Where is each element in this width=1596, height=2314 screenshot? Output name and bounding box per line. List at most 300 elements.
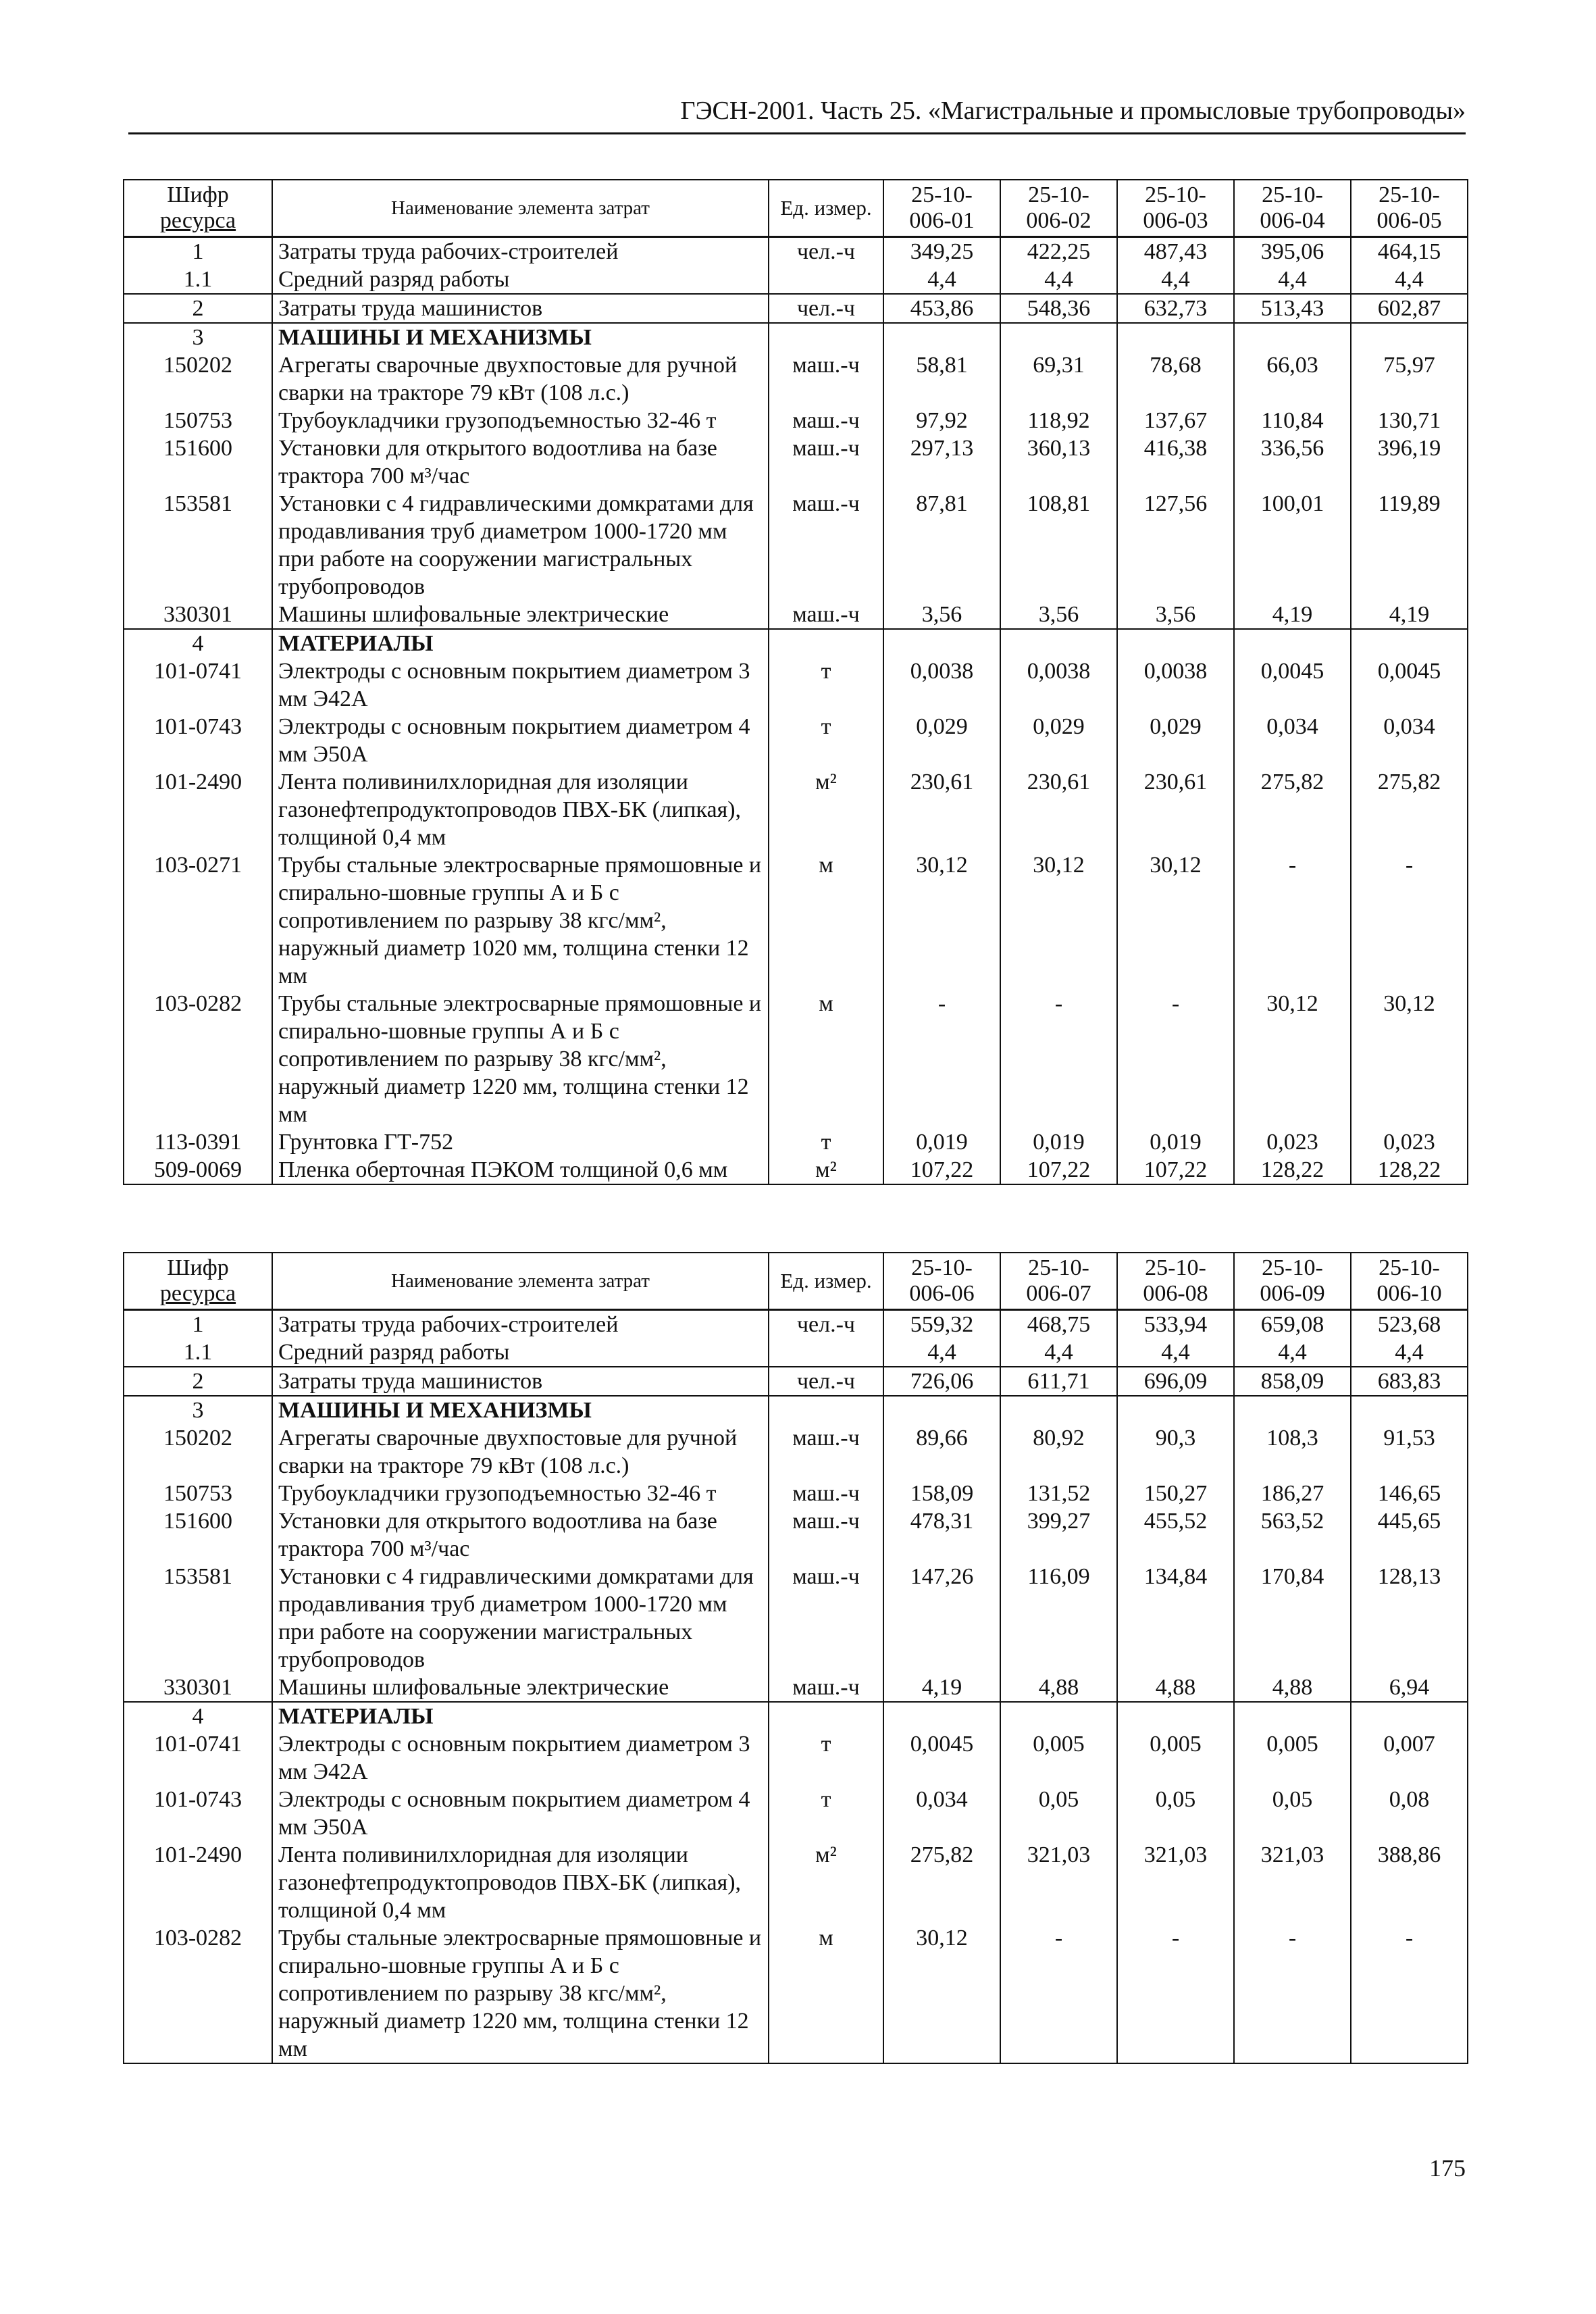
norm-code-line1: 25-10-: [1262, 1255, 1323, 1280]
value-cell: 108,3: [1234, 1424, 1351, 1480]
value-cell: 632,73: [1117, 294, 1234, 323]
value-cell: 4,4: [1000, 1338, 1117, 1367]
value-cell: 107,22: [1117, 1156, 1234, 1184]
value-cell: 464,15: [1351, 237, 1468, 266]
value-cell: 275,82: [883, 1841, 1000, 1924]
resource-code: 150202: [124, 1424, 272, 1480]
norm-code-header: [1351, 180, 1468, 237]
header-row: [124, 180, 1468, 237]
value-cell: 559,32: [883, 1310, 1000, 1339]
value-cell: 4,4: [1234, 266, 1351, 294]
value-cell: 297,13: [883, 434, 1000, 490]
norm-code-header: [1000, 1253, 1117, 1310]
norm-code-line2: 006-10: [1376, 1281, 1442, 1306]
value-cell: 131,52: [1000, 1480, 1117, 1507]
value-cell: 548,36: [1000, 294, 1117, 323]
unit-cell: м²: [769, 768, 883, 851]
value-cell: 0,05: [1000, 1786, 1117, 1841]
value-cell: 563,52: [1234, 1507, 1351, 1563]
value-cell: 30,12: [1117, 851, 1234, 990]
norm-code-line2: 006-09: [1260, 1281, 1325, 1306]
value-cell: 100,01: [1234, 490, 1351, 601]
value-cell: 75,97: [1351, 351, 1468, 407]
value-cell: 349,25: [883, 237, 1000, 266]
unit-cell: маш.-ч: [769, 490, 883, 601]
value-cell: 321,03: [1234, 1841, 1351, 1924]
unit-cell: т: [769, 713, 883, 768]
value-cell: [1234, 323, 1351, 351]
value-cell: 110,84: [1234, 407, 1351, 434]
value-cell: 30,12: [1000, 851, 1117, 990]
resource-table-1: [123, 179, 1468, 1185]
value-cell: 726,06: [883, 1367, 1000, 1396]
value-cell: 0,005: [1117, 1730, 1234, 1786]
resource-code: 509-0069: [124, 1156, 272, 1184]
value-cell: 275,82: [1351, 768, 1468, 851]
value-cell: 4,4: [1117, 1338, 1234, 1367]
value-cell: 4,4: [1000, 266, 1117, 294]
value-cell: 128,22: [1234, 1156, 1351, 1184]
norm-code-line1: 25-10-: [1379, 1255, 1440, 1280]
norm-code-line2: 006-06: [909, 1281, 975, 1306]
unit-column-header: Ед. измер.: [769, 180, 883, 237]
value-cell: 146,65: [1351, 1480, 1468, 1507]
value-cell: 230,61: [883, 768, 1000, 851]
value-cell: 108,81: [1000, 490, 1117, 601]
value-cell: 0,019: [1117, 1128, 1234, 1156]
value-cell: [883, 1702, 1000, 1730]
table-row: [124, 1924, 1468, 2063]
unit-cell: [769, 323, 883, 351]
norm-code-line1: 25-10-: [1262, 182, 1323, 207]
value-cell: -: [1234, 1924, 1351, 2063]
resource-name: Установки для открытого водоотлива на базе трактора 700 м³/час: [272, 1507, 769, 1563]
table-row: [124, 851, 1468, 990]
value-cell: 0,029: [1117, 713, 1234, 768]
resource-name: Электроды с основным покрытием диаметром 4 мм Э50А: [272, 1786, 769, 1841]
resource-name: Затраты труда рабочих-строителей: [272, 1310, 769, 1339]
value-cell: [1000, 1396, 1117, 1424]
page-header: ГЭСН-2001. Часть 25. «Магистральные и промысловые трубопроводы»: [128, 96, 1466, 134]
resource-name: Лента поливинилхлоридная для изоляции газонефтепродуктопроводов ПВХ-БК (липкая), толщиной 0,4 мм: [272, 1841, 769, 1924]
table-row: [124, 601, 1468, 629]
value-cell: 396,19: [1351, 434, 1468, 490]
resource-code: 1: [124, 1310, 272, 1339]
norm-code-line2: 006-04: [1260, 208, 1325, 233]
value-cell: -: [1000, 1924, 1117, 2063]
table-row: [124, 1507, 1468, 1563]
value-cell: 683,83: [1351, 1367, 1468, 1396]
norm-code-line2: 006-08: [1143, 1281, 1208, 1306]
unit-cell: маш.-ч: [769, 1563, 883, 1674]
value-cell: -: [1000, 990, 1117, 1128]
table-row: [124, 768, 1468, 851]
value-cell: 523,68: [1351, 1310, 1468, 1339]
resource-name: Агрегаты сварочные двухпостовые для ручной сварки на тракторе 79 кВт (108 л.с.): [272, 1424, 769, 1480]
value-cell: 4,4: [1234, 1338, 1351, 1367]
resource-code: 3: [124, 323, 272, 351]
value-cell: 147,26: [883, 1563, 1000, 1674]
value-cell: 130,71: [1351, 407, 1468, 434]
resource-name: Трубы стальные электросварные прямошовные и спирально-шовные группы А и Б с сопротивлением по разрыву 38 кгс/мм², наружный диаметр 1020 мм, толщина стенки 12 мм: [272, 851, 769, 990]
value-cell: -: [1117, 990, 1234, 1128]
value-cell: 170,84: [1234, 1563, 1351, 1674]
value-cell: 30,12: [883, 1924, 1000, 2063]
value-cell: [883, 323, 1000, 351]
table-row: [124, 351, 1468, 407]
norm-code-header: [1234, 180, 1351, 237]
resource-code: 153581: [124, 490, 272, 601]
code-column-header: [124, 1253, 272, 1310]
unit-cell: чел.-ч: [769, 294, 883, 323]
value-cell: 69,31: [1000, 351, 1117, 407]
unit-cell: маш.-ч: [769, 1507, 883, 1563]
norm-code-line1: 25-10-: [1145, 1255, 1206, 1280]
value-cell: 321,03: [1117, 1841, 1234, 1924]
value-cell: 696,09: [1117, 1367, 1234, 1396]
unit-cell: т: [769, 1128, 883, 1156]
value-cell: 0,019: [883, 1128, 1000, 1156]
table-row: [124, 434, 1468, 490]
value-cell: 336,56: [1234, 434, 1351, 490]
value-cell: [1234, 629, 1351, 657]
value-cell: 455,52: [1117, 1507, 1234, 1563]
norm-code-header: [1000, 180, 1117, 237]
page-number: 175: [1429, 2155, 1466, 2182]
value-cell: 513,43: [1234, 294, 1351, 323]
resource-code: 1.1: [124, 1338, 272, 1367]
table-row: [124, 237, 1468, 266]
value-cell: -: [883, 990, 1000, 1128]
table-row: [124, 990, 1468, 1128]
resource-name: Установки с 4 гидравлическими домкратами для продавливания труб диаметром 1000-1720 мм при работе на сооружении магистральных трубопроводов: [272, 490, 769, 601]
table-row: [124, 407, 1468, 434]
unit-cell: [769, 1702, 883, 1730]
value-cell: 533,94: [1117, 1310, 1234, 1339]
unit-cell: маш.-ч: [769, 351, 883, 407]
resource-name: Затраты труда машинистов: [272, 294, 769, 323]
unit-cell: маш.-ч: [769, 1424, 883, 1480]
resource-name: Затраты труда машинистов: [272, 1367, 769, 1396]
resource-name: МАТЕРИАЛЫ: [272, 1702, 769, 1730]
code-header-line2: ресурса: [159, 1281, 236, 1306]
norm-code-line1: 25-10-: [911, 1255, 973, 1280]
value-cell: 858,09: [1234, 1367, 1351, 1396]
value-cell: 602,87: [1351, 294, 1468, 323]
value-cell: [1000, 629, 1117, 657]
value-cell: [1234, 1396, 1351, 1424]
value-cell: 6,94: [1351, 1674, 1468, 1702]
value-cell: 230,61: [1000, 768, 1117, 851]
value-cell: 4,88: [1117, 1674, 1234, 1702]
resource-code: 101-0741: [124, 657, 272, 713]
unit-cell: м²: [769, 1841, 883, 1924]
value-cell: 134,84: [1117, 1563, 1234, 1674]
value-cell: 321,03: [1000, 1841, 1117, 1924]
value-cell: 0,0045: [1351, 657, 1468, 713]
resource-name: Грунтовка ГТ-752: [272, 1128, 769, 1156]
resource-name: Машины шлифовальные электрические: [272, 601, 769, 629]
code-column-header: [124, 180, 272, 237]
section-row: [124, 323, 1468, 351]
resource-name: Электроды с основным покрытием диаметром 3 мм Э42А: [272, 1730, 769, 1786]
resource-code: 101-2490: [124, 768, 272, 851]
value-cell: 4,19: [1351, 601, 1468, 629]
unit-cell: маш.-ч: [769, 1674, 883, 1702]
resource-name: Установки для открытого водоотлива на базе трактора 700 м³/час: [272, 434, 769, 490]
value-cell: 0,005: [1000, 1730, 1117, 1786]
value-cell: 0,08: [1351, 1786, 1468, 1841]
norm-code-line2: 006-07: [1026, 1281, 1091, 1306]
value-cell: 87,81: [883, 490, 1000, 601]
value-cell: 4,4: [883, 1338, 1000, 1367]
value-cell: 127,56: [1117, 490, 1234, 601]
resource-name: Средний разряд работы: [272, 266, 769, 294]
resource-name: МАТЕРИАЛЫ: [272, 629, 769, 657]
value-cell: [1117, 1396, 1234, 1424]
table-row: [124, 1730, 1468, 1786]
value-cell: [883, 1396, 1000, 1424]
value-cell: 4,88: [1000, 1674, 1117, 1702]
norm-code-line2: 006-01: [909, 208, 975, 233]
resource-code: 103-0282: [124, 990, 272, 1128]
norm-code-line1: 25-10-: [1145, 182, 1206, 207]
value-cell: 78,68: [1117, 351, 1234, 407]
resource-name: Установки с 4 гидравлическими домкратами для продавливания труб диаметром 1000-1720 мм при работе на сооружении магистральных трубопроводов: [272, 1563, 769, 1674]
resource-code: 1: [124, 237, 272, 266]
value-cell: [1117, 323, 1234, 351]
value-cell: 0,034: [883, 1786, 1000, 1841]
value-cell: 116,09: [1000, 1563, 1117, 1674]
resource-code: 101-0743: [124, 713, 272, 768]
value-cell: 3,56: [883, 601, 1000, 629]
value-cell: 416,38: [1117, 434, 1234, 490]
value-cell: 4,4: [883, 266, 1000, 294]
unit-cell: т: [769, 657, 883, 713]
resource-name: Трубы стальные электросварные прямошовные и спирально-шовные группы А и Б с сопротивлением по разрыву 38 кгс/мм², наружный диаметр 1220 мм, толщина стенки 12 мм: [272, 990, 769, 1128]
value-cell: [1000, 323, 1117, 351]
value-cell: 4,4: [1117, 266, 1234, 294]
value-cell: 97,92: [883, 407, 1000, 434]
unit-cell: [769, 266, 883, 294]
value-cell: 30,12: [1234, 990, 1351, 1128]
value-cell: 0,034: [1351, 713, 1468, 768]
value-cell: 128,13: [1351, 1563, 1468, 1674]
value-cell: 0,029: [1000, 713, 1117, 768]
resource-code: 330301: [124, 601, 272, 629]
value-cell: 137,67: [1117, 407, 1234, 434]
unit-cell: [769, 1338, 883, 1367]
unit-cell: маш.-ч: [769, 407, 883, 434]
norm-code-header: [1351, 1253, 1468, 1310]
unit-cell: м: [769, 990, 883, 1128]
resource-name: Электроды с основным покрытием диаметром 3 мм Э42А: [272, 657, 769, 713]
value-cell: 0,023: [1351, 1128, 1468, 1156]
table-row: [124, 1338, 1468, 1367]
value-cell: 0,0038: [1000, 657, 1117, 713]
resource-name: Затраты труда рабочих-строителей: [272, 237, 769, 266]
norm-code-line1: 25-10-: [1028, 1255, 1089, 1280]
value-cell: 0,0045: [883, 1730, 1000, 1786]
value-cell: [1351, 1396, 1468, 1424]
table-row: [124, 1128, 1468, 1156]
table-row: [124, 1480, 1468, 1507]
value-cell: 118,92: [1000, 407, 1117, 434]
norm-code-line2: 006-02: [1026, 208, 1091, 233]
section-row: [124, 1702, 1468, 1730]
resource-code: 101-0743: [124, 1786, 272, 1841]
value-cell: 487,43: [1117, 237, 1234, 266]
value-cell: 453,86: [883, 294, 1000, 323]
resource-code: 4: [124, 1702, 272, 1730]
norm-code-header: [1234, 1253, 1351, 1310]
norm-code-header: [883, 1253, 1000, 1310]
table-row: [124, 1563, 1468, 1674]
value-cell: -: [1234, 851, 1351, 990]
table-row: [124, 266, 1468, 294]
value-cell: -: [1351, 851, 1468, 990]
table-row: [124, 713, 1468, 768]
value-cell: 3,56: [1000, 601, 1117, 629]
resource-code: 2: [124, 1367, 272, 1396]
norm-code-line1: 25-10-: [911, 182, 973, 207]
norm-code-line1: 25-10-: [1379, 182, 1440, 207]
table-row: [124, 1310, 1468, 1339]
resource-name: Лента поливинилхлоридная для изоляции газонефтепродуктопроводов ПВХ-БК (липкая), толщиной 0,4 мм: [272, 768, 769, 851]
unit-cell: т: [769, 1730, 883, 1786]
name-column-header: Наименование элемента затрат: [272, 1253, 769, 1310]
value-cell: 395,06: [1234, 237, 1351, 266]
value-cell: 158,09: [883, 1480, 1000, 1507]
value-cell: 150,27: [1117, 1480, 1234, 1507]
value-cell: 0,0038: [1117, 657, 1234, 713]
resource-name: Пленка оберточная ПЭКОМ толщиной 0,6 мм: [272, 1156, 769, 1184]
value-cell: 0,0045: [1234, 657, 1351, 713]
value-cell: 0,029: [883, 713, 1000, 768]
resource-code: 101-2490: [124, 1841, 272, 1924]
value-cell: 4,19: [1234, 601, 1351, 629]
norm-code-header: [883, 180, 1000, 237]
unit-cell: м²: [769, 1156, 883, 1184]
unit-cell: чел.-ч: [769, 1310, 883, 1339]
unit-cell: чел.-ч: [769, 1367, 883, 1396]
value-cell: 30,12: [883, 851, 1000, 990]
value-cell: 0,023: [1234, 1128, 1351, 1156]
value-cell: 89,66: [883, 1424, 1000, 1480]
value-cell: 4,88: [1234, 1674, 1351, 1702]
resource-code: 113-0391: [124, 1128, 272, 1156]
resource-code: 1.1: [124, 266, 272, 294]
table-row: [124, 1674, 1468, 1702]
value-cell: 4,19: [883, 1674, 1000, 1702]
resource-name: МАШИНЫ И МЕХАНИЗМЫ: [272, 323, 769, 351]
value-cell: [1351, 1702, 1468, 1730]
unit-cell: [769, 629, 883, 657]
resource-code: 151600: [124, 434, 272, 490]
value-cell: 128,22: [1351, 1156, 1468, 1184]
value-cell: 388,86: [1351, 1841, 1468, 1924]
table-row: [124, 294, 1468, 323]
unit-cell: [769, 1396, 883, 1424]
value-cell: 91,53: [1351, 1424, 1468, 1480]
norm-code-line2: 006-05: [1376, 208, 1442, 233]
value-cell: 611,71: [1000, 1367, 1117, 1396]
unit-column-header: Ед. измер.: [769, 1253, 883, 1310]
value-cell: 0,0038: [883, 657, 1000, 713]
value-cell: 107,22: [883, 1156, 1000, 1184]
value-cell: 360,13: [1000, 434, 1117, 490]
value-cell: [1117, 629, 1234, 657]
value-cell: 4,4: [1351, 1338, 1468, 1367]
value-cell: 4,4: [1351, 266, 1468, 294]
value-cell: 478,31: [883, 1507, 1000, 1563]
value-cell: [1000, 1702, 1117, 1730]
norm-code-header: [1117, 180, 1234, 237]
value-cell: 0,05: [1234, 1786, 1351, 1841]
unit-cell: м: [769, 1924, 883, 2063]
value-cell: [1234, 1702, 1351, 1730]
value-cell: 0,05: [1117, 1786, 1234, 1841]
header-row: [124, 1253, 1468, 1310]
value-cell: 107,22: [1000, 1156, 1117, 1184]
table-row: [124, 490, 1468, 601]
resource-name: Электроды с основным покрытием диаметром 4 мм Э50А: [272, 713, 769, 768]
resource-code: 103-0271: [124, 851, 272, 990]
resource-name: Агрегаты сварочные двухпостовые для ручной сварки на тракторе 79 кВт (108 л.с.): [272, 351, 769, 407]
resource-code: 2: [124, 294, 272, 323]
resource-code: 150753: [124, 407, 272, 434]
value-cell: 0,019: [1000, 1128, 1117, 1156]
resource-name: Трубы стальные электросварные прямошовные и спирально-шовные группы А и Б с сопротивлением по разрыву 38 кгс/мм², наружный диаметр 1220 мм, толщина стенки 12 мм: [272, 1924, 769, 2063]
value-cell: 275,82: [1234, 768, 1351, 851]
resource-name: МАШИНЫ И МЕХАНИЗМЫ: [272, 1396, 769, 1424]
value-cell: 230,61: [1117, 768, 1234, 851]
value-cell: 399,27: [1000, 1507, 1117, 1563]
unit-cell: маш.-ч: [769, 434, 883, 490]
value-cell: 119,89: [1351, 490, 1468, 601]
unit-cell: м: [769, 851, 883, 990]
value-cell: 468,75: [1000, 1310, 1117, 1339]
code-header-line1: Шифр: [167, 182, 229, 207]
norm-code-line1: 25-10-: [1028, 182, 1089, 207]
value-cell: [1351, 629, 1468, 657]
value-cell: [883, 629, 1000, 657]
section-row: [124, 629, 1468, 657]
value-cell: 80,92: [1000, 1424, 1117, 1480]
value-cell: 422,25: [1000, 237, 1117, 266]
table-row: [124, 1424, 1468, 1480]
norm-code-header: [1117, 1253, 1234, 1310]
resource-name: Средний разряд работы: [272, 1338, 769, 1367]
resource-code: 150202: [124, 351, 272, 407]
unit-cell: т: [769, 1786, 883, 1841]
value-cell: 0,034: [1234, 713, 1351, 768]
value-cell: 0,007: [1351, 1730, 1468, 1786]
resource-name: Машины шлифовальные электрические: [272, 1674, 769, 1702]
resource-code: 103-0282: [124, 1924, 272, 2063]
name-column-header: Наименование элемента затрат: [272, 180, 769, 237]
resource-code: 150753: [124, 1480, 272, 1507]
table-row: [124, 657, 1468, 713]
value-cell: [1351, 323, 1468, 351]
value-cell: -: [1351, 1924, 1468, 2063]
table-row: [124, 1156, 1468, 1184]
value-cell: 0,005: [1234, 1730, 1351, 1786]
norm-code-line2: 006-03: [1143, 208, 1208, 233]
resource-code: 101-0741: [124, 1730, 272, 1786]
value-cell: 66,03: [1234, 351, 1351, 407]
value-cell: 445,65: [1351, 1507, 1468, 1563]
